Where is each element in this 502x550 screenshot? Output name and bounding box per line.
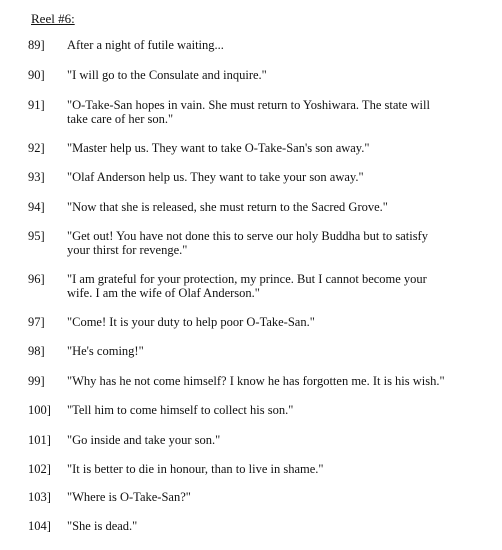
entry-text: "Come! It is your duty to help poor O-Take-San." (67, 315, 315, 329)
entry-number: 90] (28, 68, 45, 82)
reel-title: Reel #6: (31, 11, 75, 26)
entry-number: 103] (28, 490, 51, 504)
entry-number: 95] (28, 229, 45, 243)
entry-number: 98] (28, 344, 45, 358)
entry-number: 97] (28, 315, 45, 329)
entry-text: "He's coming!" (67, 344, 144, 358)
entry-text: "O-Take-San hopes in vain. She must return to Yoshiwara. The state will take care of her son." (67, 98, 430, 126)
entry-number: 96] (28, 272, 45, 286)
entry-number: 92] (28, 141, 45, 155)
entry-text: "Where is O-Take-San?" (67, 490, 191, 504)
entry-number: 91] (28, 98, 45, 112)
entry-number: 104] (28, 519, 51, 533)
entry-text: "Olaf Anderson help us. They want to take your son away." (67, 170, 364, 184)
entry-number: 102] (28, 462, 51, 476)
entry-number: 93] (28, 170, 45, 184)
entry-text: "Get out! You have not done this to serve our holy Buddha but to satisfy your thirst for revenge." (67, 229, 428, 257)
entry-text: "Why has he not come himself? I know he has forgotten me. It is his wish." (67, 374, 445, 388)
entry-text: "It is better to die in honour, than to live in shame." (67, 462, 324, 476)
entry-text: "I am grateful for your protection, my prince. But I cannot become your wife. I am the wife of Olaf Anderson." (67, 272, 427, 300)
entry-text: After a night of futile waiting... (67, 38, 224, 52)
entry-text: "I will go to the Consulate and inquire." (67, 68, 267, 82)
entry-number: 100] (28, 403, 51, 417)
entry-text: "Go inside and take your son." (67, 433, 221, 447)
entry-text: "Now that she is released, she must return to the Sacred Grove." (67, 200, 388, 214)
entry-number: 99] (28, 374, 45, 388)
entry-text: "Tell him to come himself to collect his son." (67, 403, 294, 417)
entry-number: 101] (28, 433, 51, 447)
entry-text: "She is dead." (67, 519, 138, 533)
entry-number: 89] (28, 38, 45, 52)
entry-number: 94] (28, 200, 45, 214)
entry-text: "Master help us. They want to take O-Take-San's son away." (67, 141, 370, 155)
